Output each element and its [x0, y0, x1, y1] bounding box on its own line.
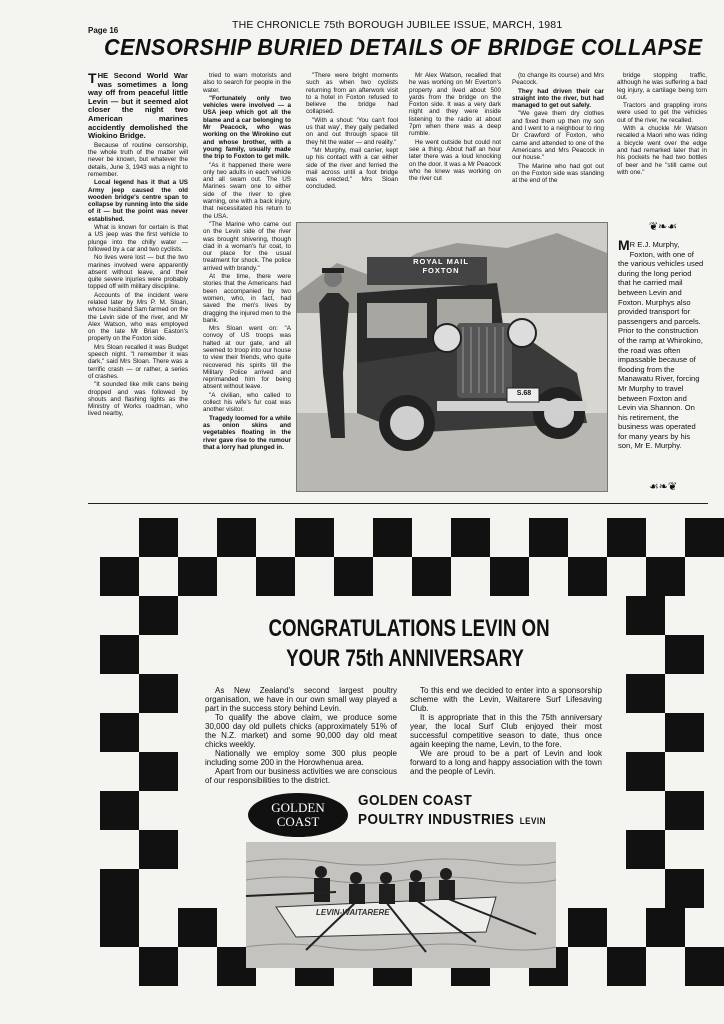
- checker-square: [626, 830, 665, 869]
- paragraph: tried to warn motorists and also to search for people in the water.: [203, 72, 291, 94]
- checker-square: [665, 791, 704, 830]
- checker-square: [139, 947, 178, 986]
- ad-left-column: [205, 686, 397, 785]
- checker-square: [607, 518, 646, 557]
- brand-industries: POULTRY INDUSTRIES: [358, 811, 515, 828]
- paragraph: The Marine who had got out on the Foxton side was standing at the end of the: [512, 162, 604, 185]
- checker-square: [178, 908, 217, 947]
- logo-line-1: GOLDEN: [271, 800, 325, 815]
- masthead: THE CHRONICLE 75th BOROUGH JUBILEE ISSUE, MARCH, 1981: [232, 19, 563, 31]
- checker-square: [665, 869, 704, 908]
- checker-square: [100, 557, 139, 596]
- ad-title-line-1: CONGRATULATIONS LEVIN ON: [268, 615, 550, 642]
- ornament-icon: ❦❧☙: [648, 221, 678, 233]
- checker-square: [139, 596, 178, 635]
- paragraph: Mrs Sloan recalled it was Budget speech night. "I remember it was dark," said Mrs Sloan. There was a terrific crash — or rather, a series of crashes.: [88, 343, 188, 380]
- paragraph: "As it happened there were only two adults in each vehicle and all swam out. The US Marines swam one to either side of the river to give warning, one with a back injury, that necessitated his return to the USA.: [203, 161, 291, 220]
- checker-square: [646, 908, 685, 947]
- golden-coast-logo: [248, 793, 348, 837]
- paragraph: What is known for certain is that a US jeep was the first vehicle to plunge into the chilly water — followed by a car and two cyclists.: [88, 224, 188, 253]
- checker-square: [100, 791, 139, 830]
- checker-square: [626, 596, 665, 635]
- paragraph: "It sounded like milk cans being dropped and was followed by shouts and flashing lights as the Ministry of Works roadman, who lived nearby,: [88, 381, 188, 418]
- checker-square: [334, 557, 373, 596]
- section-divider: [88, 503, 708, 504]
- paragraph: Tractors and grappling irons were used to get the vehicles out of the river, he recalled.: [617, 102, 707, 124]
- checker-square: [178, 557, 217, 596]
- caption-drop-cap: M: [618, 237, 630, 253]
- paragraph: Accounts of the incident were related later by Mrs P. M. Sloan, whose husband Sam farmed on the the Levin side of the river, and Mr Alex Watson, who was employed on the late Mr Brian Easton's property on the Foxton side.: [88, 291, 188, 343]
- paragraph: No lives were lost — but the two marines involved were apparently absent without leave, and their quite severe injuries were probably topped off with military discipline.: [88, 254, 188, 291]
- checker-square: [100, 713, 139, 752]
- checker-square: [100, 635, 139, 674]
- checker-square: [665, 635, 704, 674]
- paragraph: (to change its course) and Mrs Peacock.: [512, 72, 604, 87]
- checker-square: [529, 518, 568, 557]
- paragraph: "Mr Murphy, mail carrier, kept up his contact with a car either side of the river and ferried the mail across until a foot bridge was erected," Mrs Sloan concluded.: [306, 146, 398, 191]
- checker-square: [139, 518, 178, 557]
- logo-line-2: COAST: [276, 814, 320, 829]
- surf-boat-photo: [246, 842, 556, 968]
- paragraph: "There were bright moments such as when two cyclists returning from an afterwork visit to a hotel in Foxton refused to believe the bridge had collapsed.: [306, 72, 398, 116]
- checker-square: [626, 752, 665, 791]
- checker-square: [295, 518, 334, 557]
- photo-sign-line-1: ROYAL MAIL: [413, 257, 469, 266]
- lead-paragraph: HE Second World War was sometimes a long way off from peaceful little Levin — but it seemed alot closer the night two American marines accidently demolished the Wiokino Bridge.: [88, 72, 188, 141]
- checker-square: [665, 713, 704, 752]
- boat-name: LEVIN-WAITARERE: [316, 908, 390, 917]
- checker-square: [217, 518, 256, 557]
- paragraph: Tragedy loomed for a while as onion skins and vegetables floating in the river gave rise to the rumour that a lorry had plunged in.: [203, 414, 291, 451]
- checker-square: [568, 908, 607, 947]
- ornament-icon: ☙❧❦: [648, 481, 678, 493]
- paragraph: Local legend has it that a US Army jeep caused the old wooden bridge's centre span to collapse by running into the side of it — but the point was never established.: [88, 179, 188, 223]
- checker-square: [373, 518, 412, 557]
- caption-text: R E.J. Murphy, Foxton, with one of the various vehicles used during the long period that he carried mail between Levin and Foxton. Murphys also provided transport for passengers and parcels. Prior to the construction of the ramp at Whirokino, the road was often impassable because of flooding from the Manawatu River, forcing Mr Murphy to travel between Foxton and Levin via Shannon. On his retirement, the business was operated for many years by his son, Mr E. Murphy.: [618, 240, 704, 451]
- paragraph: "The Marine who came out on the Levin side of the river was brought shivering, though clad in a woman's fur coat, to our place for the usual treatment for shock. The police arrived with brandy.": [203, 220, 291, 272]
- surf-boat-illustration: [246, 842, 556, 968]
- article-column-3: [306, 72, 398, 217]
- ad-paragraph: Apart from our business activities we are conscious of our responsibilities to the district.: [205, 767, 397, 785]
- paragraph: They had driven their car straight into the river, but had managed to get out safely.: [512, 87, 604, 110]
- checker-square: [139, 752, 178, 791]
- paragraph: "We gave them dry clothes and fixed them up then my son and I went to a neighbour to ring Dr Crawford of Foxton, who came and attended to one of the Americans and Mrs Peacock in our house.": [512, 110, 604, 162]
- checker-square: [100, 869, 139, 908]
- photo-caption: [618, 237, 706, 451]
- article-column-1: [88, 72, 188, 500]
- article-column-2: [203, 72, 291, 500]
- article-column-5: [512, 72, 604, 217]
- article-column-4: [409, 72, 501, 217]
- paragraph: At the time, there were stories that the Americans had been accompanied by two women, who, in fact, had saved the men's lives by dragging the injured men to the bank.: [203, 273, 291, 324]
- paragraph: With a chuckle Mr Watson recalled a Maori who was riding a bicycle went over the edge and had remarked later that in his pockets he had two bottles of beer and he "still came out with one.": [617, 125, 707, 176]
- brand-name: GOLDEN COAST: [358, 792, 473, 809]
- checker-square: [256, 557, 295, 596]
- checker-square: [139, 674, 178, 713]
- brand-subtitle: [358, 811, 546, 828]
- mail-car-photo: [296, 222, 608, 492]
- license-plate: S.68: [516, 390, 532, 397]
- paragraph: "A civilian, who called to collect his wife's fur coat was another visitor.: [203, 391, 291, 414]
- checker-square: [685, 947, 724, 986]
- paragraph: "Fortunately only two vehicles were involved — a USA jeep which got all the blame and a car belonging to Mr Peacock, who was working on the Wirokino cut and whose brother, with a young family, usually made the trip to Foxton to get milk.: [203, 94, 291, 161]
- headline: CENSORSHIP BURIED DETAILS OF BRIDGE COLLAPSE: [104, 34, 703, 60]
- checker-square: [607, 947, 646, 986]
- ad-paragraph: It is appropriate that in this the 75th anniversary year, the local Surf Club enjoyed their most successful competitive season to date, thus once again keeping the name, Levin, to the fore.: [410, 713, 602, 749]
- paragraph: Mr Alex Watson, recalled that he was working on Mr Everton's property and lived about 500 yards from the bridge on the Foxton side. It was a very dark night and they were inside listening to the radio at about 7pm when there was a deep rumble.: [409, 72, 501, 138]
- paragraph: bridge stopping traffic, although he was suffering a bad leg injury, a cartilage being torn out.: [617, 72, 707, 101]
- ad-paragraph: We are proud to be a part of Levin and look forward to a long and happy association with the town and the people of Levin.: [410, 749, 602, 776]
- checker-square: [412, 557, 451, 596]
- checker-square: [451, 518, 490, 557]
- checker-square: [139, 830, 178, 869]
- ad-paragraph: To this end we decided to enter into a sponsorship scheme with the Levin, Waitarere Surf Lifesaving Club.: [410, 686, 602, 713]
- page-number: Page 16: [88, 26, 119, 35]
- paragraph: He went outside but could not see a thing. About half an hour later there was a loud knocking on the door. It was a Mr Peacock who he knew was working on the river cut: [409, 138, 501, 183]
- checker-square: [646, 557, 685, 596]
- ad-paragraph: As New Zealand's second largest poultry organisation, we have in our own small way played a part in the success story behind Levin.: [205, 686, 397, 713]
- ad-right-column: [410, 686, 602, 776]
- checker-square: [100, 908, 139, 947]
- checker-square: [626, 674, 665, 713]
- paragraph: Because of routine censorship, the whole truth of the matter will never be known, but whatever the details, June 3, 1943 was a night to remember.: [88, 141, 188, 178]
- paragraph: Mrs Sloan went on: "A convoy of US troops was halted at our gate, and all seemed to troop into our house to view their friends, who quite recovered his spirits till the Military Police arrived and reprimanded him for being absent without leave.: [203, 325, 291, 391]
- article-column-6: [617, 72, 707, 217]
- ad-paragraph: To qualify the above claim, we produce some 30,000 day old pullets chicks (approximately 51% of the N.Z. market) and some 90,000 day old meat chicks weekly.: [205, 713, 397, 749]
- brand-town: LEVIN: [519, 816, 546, 826]
- paragraph: "With a shout: 'You can't fool us that way', they gaily pedalled on and out through space till they hit the water — and reality.": [306, 116, 398, 146]
- checker-square: [568, 557, 607, 596]
- ad-paragraph: Nationally we employ some 300 plus people including some 200 in the Horowhenua area.: [205, 749, 397, 767]
- ad-title-line-2: YOUR 75th ANNIVERSARY: [286, 645, 524, 672]
- checker-square: [490, 557, 529, 596]
- checker-square: [685, 518, 724, 557]
- drop-cap: T: [88, 72, 97, 86]
- photo-sign-line-2: FOXTON: [422, 266, 460, 275]
